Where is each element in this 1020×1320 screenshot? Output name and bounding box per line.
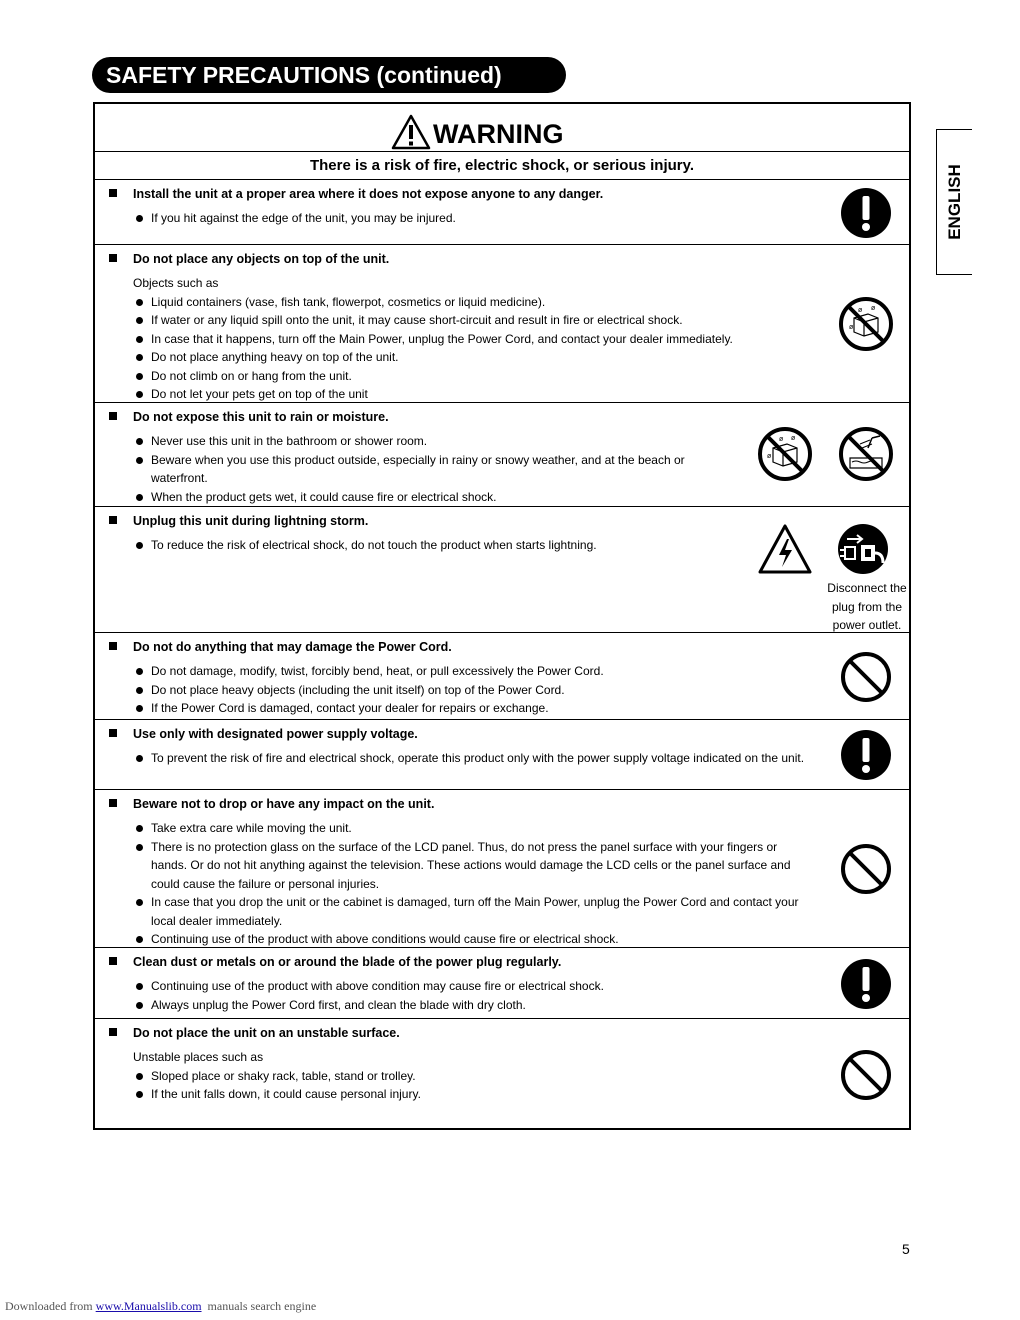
no-shower-icon [838,426,894,482]
section-heading: Install the unit at a proper area where it does not expose anyone to any danger. [109,186,603,202]
section-heading: Beware not to drop or have any impact on the unit. [109,796,434,812]
section-voltage [95,720,909,790]
list-item: Continuing use of the product with above conditions would cause fire or electrical shock. [133,930,799,949]
prohibited-icon [840,651,892,703]
mandatory-icon [840,187,892,239]
section-lightning [95,507,909,633]
list-item-continuation: local dealer immediately. [151,913,283,928]
warning-box [93,102,911,1130]
prohibited-icon [840,843,892,895]
unplug-caption-line: plug from the [831,599,903,614]
language-tab [936,129,972,275]
list-item: In case that you drop the unit or the cabinet is damaged, turn off the Main Power, unplug the Power Cord and contact your [133,893,799,912]
list-item: When the product gets wet, it could cause fire or electrical shock. [133,488,685,507]
page-title: SAFETY PRECAUTIONS (continued) [92,57,566,93]
section-install [95,180,909,245]
section-heading: Clean dust or metals on or around the blade of the power plug regularly. [109,954,561,970]
list-item: Do not place heavy objects (including the unit itself) on top of the Power Cord. [133,681,604,700]
warning-triangle-icon [391,114,431,150]
list-item: If the unit falls down, it could cause personal injury. [133,1085,421,1104]
unplug-caption-line: power outlet. [832,618,902,632]
list-item: Liquid containers (vase, fish tank, flowerpot, cosmetics or liquid medicine). [133,293,733,312]
list-item: Beware when you use this product outside, especially in rainy or snowy weather, and at the beach or [133,451,685,470]
svg-text:ø: ø [849,324,854,331]
section-power-cord [95,633,909,720]
section-intro: Unstable places such as [133,1050,264,1064]
list-item: If water or any liquid spill onto the unit, it may cause short-circuit and result in fire or electrical shock. [133,311,733,330]
section-rain-moisture [95,403,909,507]
list-item-continuation: waterfront. [151,471,208,485]
svg-text:ø: ø [791,435,796,442]
list-item: Take extra care while moving the unit. [133,819,799,838]
download-footer [5,1299,316,1314]
mandatory-icon [840,958,892,1010]
prohibited-icon [840,1049,892,1101]
footer-suffix: manuals search engine [201,1299,317,1313]
section-heading: Do not expose this unit to rain or moisture. [109,409,389,425]
section-intro: Objects such as [133,276,219,290]
section-heading: Unplug this unit during lightning storm. [109,513,368,529]
list-item-continuation: hands. Or do not hit anything against the television. These actions would damage the LCD cells or the panel surface and [151,858,791,872]
list-item: If the Power Cord is damaged, contact your dealer for repairs or exchange. [133,699,604,718]
list-item: Do not climb on or hang from the unit. [133,367,733,386]
section-unstable-surface [95,1019,909,1130]
list-item: Never use this unit in the bathroom or shower room. [133,432,685,451]
section-heading: Use only with designated power supply voltage. [109,726,418,742]
section-impact [95,790,909,948]
svg-text:ø: ø [858,307,863,314]
electric-shock-warning-icon [757,523,813,575]
section-heading: Do not do anything that may damage the Power Cord. [109,639,452,655]
section-heading: Do not place any objects on top of the unit. [109,251,389,267]
no-water-icon [757,426,813,482]
list-item-continuation: could cause the failure or personal injuries. [151,876,380,891]
section-clean-plug [95,948,909,1019]
list-item: Continuing use of the product with above condition may cause fire or electrical shock. [133,977,604,996]
list-item: If you hit against the edge of the unit, you may be injured. [133,209,456,228]
list-item: To reduce the risk of electrical shock, do not touch the product when starts lightning. [133,536,597,555]
list-item: Do not place anything heavy on top of the unit. [133,348,733,367]
list-item: Always unplug the Power Cord first, and clean the blade with dry cloth. [133,996,604,1015]
list-item: There is no protection glass on the surface of the LCD panel. Thus, do not press the panel surface with your fingers or [133,838,799,857]
list-item: To prevent the risk of fire and electrical shock, operate this product only with the power supply voltage indicated on the unit. [133,749,804,768]
svg-text:ø: ø [767,453,772,460]
mandatory-icon [840,729,892,781]
list-item: In case that it happens, turn off the Main Power, unplug the Power Cord, and contact your dealer immediately. [133,330,733,349]
section-heading: Do not place the unit on an unstable surface. [109,1025,400,1041]
svg-text:ø: ø [871,305,876,312]
list-item: Sloped place or shaky rack, table, stand or trolley. [133,1067,421,1086]
warning-title: WARNING [433,119,564,149]
footer-prefix: Downloaded from [5,1299,96,1313]
unplug-caption-line: Disconnect the [827,581,907,595]
language-tab-label: ENGLISH [944,164,964,240]
page-number: 5 [902,1241,910,1257]
unplug-icon [837,523,889,575]
manualslib-link[interactable]: www.Manualslib.com [95,1299,202,1313]
no-liquid-container-icon [838,296,894,352]
section-no-objects [95,245,909,403]
warning-subtitle: There is a risk of fire, electric shock, or serious injury. [95,152,909,180]
warning-header [95,104,909,152]
list-item: Do not let your pets get on top of the unit [133,385,733,404]
list-item: Do not damage, modify, twist, forcibly bend, heat, or pull excessively the Power Cord. [133,662,604,681]
svg-text:ø: ø [779,436,784,443]
